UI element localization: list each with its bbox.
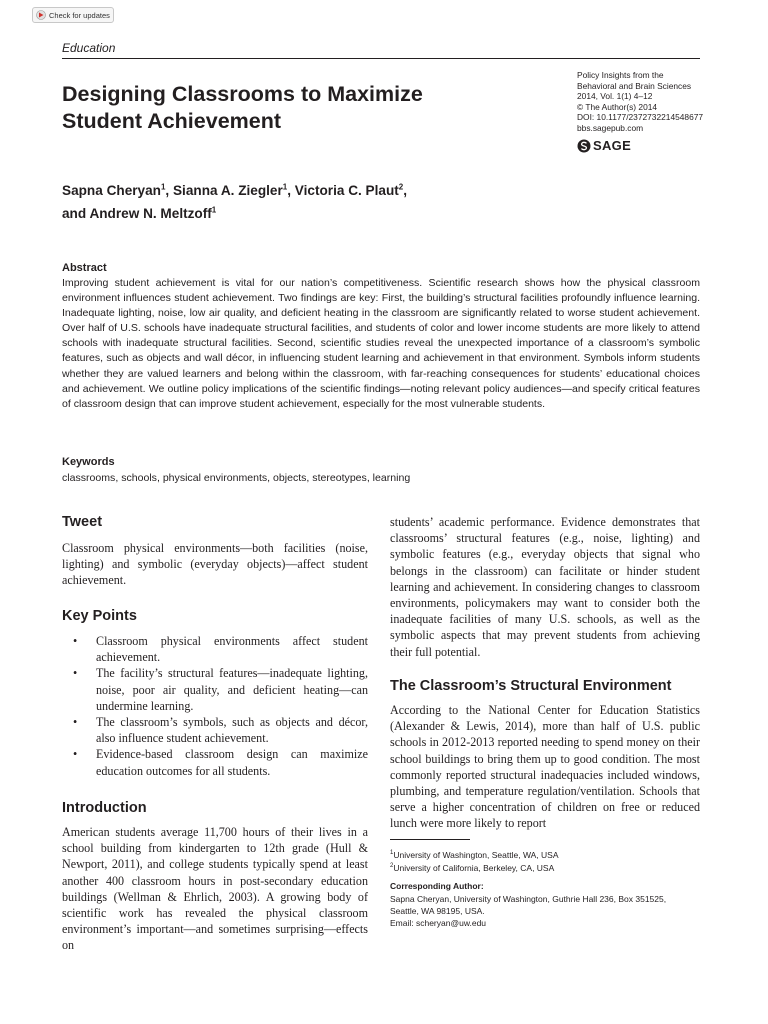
key-point-text: The facility’s structural features—inadequate lighting, noise, poor air quality, and deficient heating—can undermine learning. (96, 666, 368, 713)
corresponding-author-heading: Corresponding Author: (390, 881, 484, 891)
author-affiliation: 1 (211, 205, 217, 215)
key-point-text: Evidence-based classroom design can maximize education outcomes for all students. (96, 747, 368, 778)
author-name: Sapna Cheryan (62, 182, 161, 198)
continuation-text: students’ academic performance. Evidence demonstrates that classrooms’ structural features (e.g., noise, lighting) and symbolic features (e.g., everyday objects that signal who belongs in the classroom) can facilitate or hinder student learning and achievement. In considering changes to classroom environments, policymakers may want to consider both the inadequate facilities of many U.S. schools, as well as the symbolic aspects that may prevent students from achieving their full potential. (390, 515, 700, 659)
author-list (62, 177, 542, 224)
key-point-text: The classroom’s symbols, such as objects and décor, also influence student achievement. (96, 715, 368, 746)
affiliation-1 (390, 848, 710, 861)
key-points-heading: Key Points (62, 608, 137, 624)
footnote-rule (390, 839, 470, 840)
sage-logo-icon (577, 139, 591, 153)
corresponding-author-line: Sapna Cheryan, University of Washington, Guthrie Hall 236, Box 351525, (390, 894, 667, 904)
corresponding-author-address: Seattle, WA 98195, USA. (390, 906, 485, 916)
structural-heading: The Classroom’s Structural Environment (390, 678, 672, 694)
publisher-logo (577, 138, 631, 153)
abstract-heading: Abstract (62, 262, 107, 274)
introduction-heading: Introduction (62, 800, 147, 816)
key-point-item (62, 746, 368, 778)
keywords-heading: Keywords (62, 456, 115, 468)
author (173, 183, 295, 198)
publisher-name: SAGE (593, 138, 632, 153)
author-affiliation: 2 (398, 182, 404, 191)
journal-line: Policy Insights from the (577, 70, 664, 80)
author (295, 183, 407, 198)
title-line-1: Designing Classrooms to Maximize (62, 82, 423, 106)
affiliation-2 (390, 861, 710, 874)
author-affiliation: 1 (160, 182, 166, 191)
author-affiliation: 1 (282, 182, 288, 191)
bullet-icon: • (73, 634, 78, 648)
keywords-text: classrooms, schools, physical environments, objects, stereotypes, learning (62, 472, 411, 484)
title-line-2: Student Achievement (62, 109, 282, 133)
author-name: Sianna A. Ziegler (172, 182, 283, 198)
check-updates-icon (36, 10, 46, 20)
affiliation-number: 1 (390, 850, 394, 856)
journal-line: Behavioral and Brain Sciences (577, 80, 692, 91)
key-point-item (62, 633, 368, 665)
corresponding-author-email[interactable]: Email: scheryan@uw.edu (390, 918, 487, 928)
abstract-text: Improving student achievement is vital for our nation’s competitiveness. Scientific research shows how the physical classroom environment influences student achievement. Two findings are key: First, the building’s structural facilities profoundly influence learning. Inadequate lighting, noise, low air quality, and deficient heating in the classroom are significantly related to worse student achievement. Over half of U.S. schools have inadequate structural facilities, and students of color and lower income students are more likely to attend schools with inadequate structural facilities. Second, scientific studies reveal the unexpected importance of a classroom’s symbolic features, such as objects and wall décor, in influencing student learning and achievement in that environment. Symbols inform students whether they are valued learners and belong within the classroom, with far-reaching consequences for students’ educational choices and achievement. We outline policy implications of the scientific findings—noting relevant policy audiences—and specify critical features of classroom design that can improve student achievement, especially for the most vulnerable students. (62, 277, 700, 410)
structural-text: According to the National Center for Education Statistics (Alexander & Lewis, 2014), more than half of U.S. public schools in 2012-2013 reported needing to spend money on their school buildings to bring them up to good condition. The most commonly reported structural inadequacies included windows, plumbing, and temperature regulation/ventilation. Schools that serve a higher concentration of children on free or reduced lunch were more likely to report (390, 703, 700, 831)
introduction-text: American students average 11,700 hours of their lives in a school building from kindergarten to 12th grade (Hull & Newport, 2011), and college students typically spend at least another 400 classroom hours in post-secondary education buildings (Wellman & Ehrlich, 2003). A growing body of scientific work has revealed the physical classroom environment’s important—and sometimes surprising—effects on (62, 825, 368, 953)
section-tag: Education (62, 41, 116, 55)
tweet-text: Classroom physical environments—both facilities (noise, lighting) and symbolic (everyday objects)—affect student achievement. (62, 541, 368, 588)
journal-line[interactable]: bbs.sagepub.com (577, 122, 644, 133)
bullet-icon: • (73, 666, 78, 681)
journal-line: 2014, Vol. 1(1) 4–12 (577, 91, 653, 102)
affiliation-text: University of California, Berkeley, CA, USA (393, 862, 555, 873)
author-name: and Andrew N. Meltzoff (62, 206, 212, 222)
author-separator: , (403, 182, 408, 198)
bullet-icon: • (73, 715, 78, 730)
key-point-item (62, 665, 368, 714)
journal-line: © The Author(s) 2014 (577, 101, 658, 112)
check-for-updates-badge[interactable] (32, 7, 114, 23)
key-points-list (62, 633, 368, 779)
tweet-heading: Tweet (62, 514, 103, 530)
author (62, 206, 216, 221)
header-rule (62, 58, 700, 59)
bullet-icon: • (73, 747, 78, 762)
journal-line: DOI: 10.1177/2372732214548677 (577, 112, 704, 123)
affiliation-number: 2 (390, 863, 394, 869)
author (62, 183, 173, 198)
check-for-updates-label: Check for updates (49, 10, 110, 20)
affiliation-text: University of Washington, Seattle, WA, USA (393, 849, 559, 860)
author-separator: , (165, 182, 173, 198)
key-point-item (62, 714, 368, 746)
journal-info (577, 70, 717, 134)
author-separator: , (287, 182, 295, 198)
author-name: Victoria C. Plaut (294, 182, 399, 198)
key-point-text: Classroom physical environments affect student achievement. (96, 634, 368, 665)
article-title (62, 81, 482, 135)
